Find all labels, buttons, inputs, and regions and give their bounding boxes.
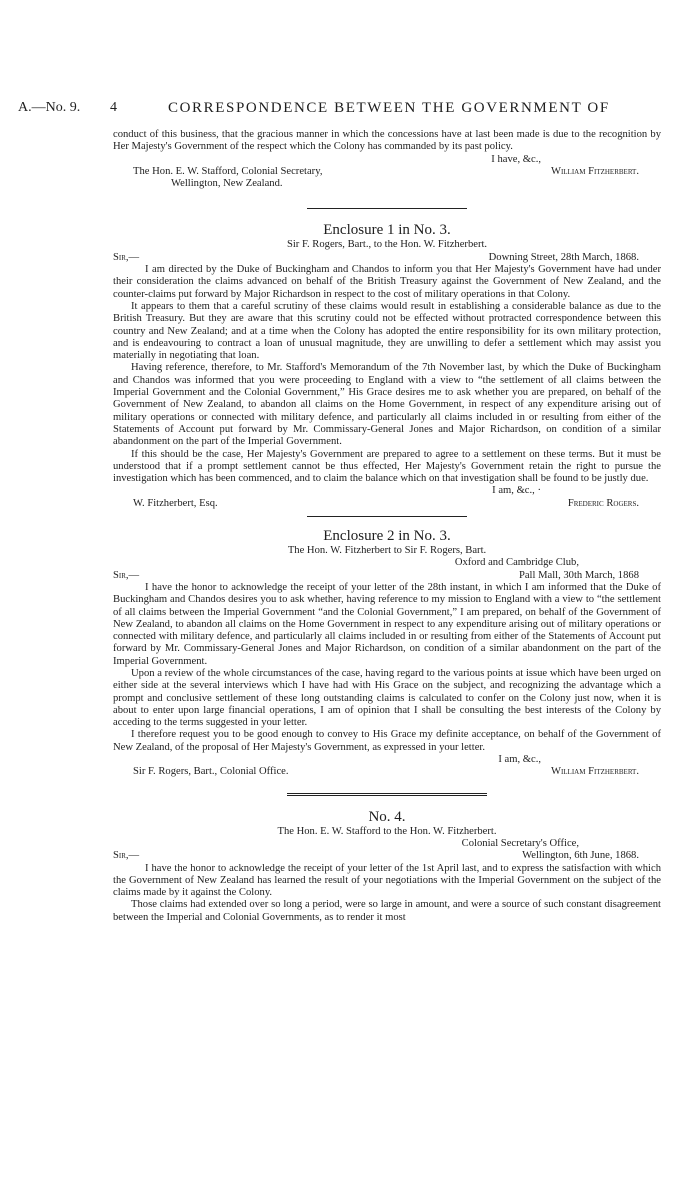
place-date: Wellington, 6th June, 1868.: [522, 850, 639, 862]
letter-continuation: [113, 129, 661, 190]
section-divider: [307, 208, 467, 209]
letter-no-4: [113, 808, 661, 924]
letter-from: The Hon. W. Fitzherbert to Sir F. Rogers, Bart.: [287, 545, 487, 557]
addressee: W. Fitzherbert, Esq.: [133, 497, 218, 509]
page-header: [18, 100, 683, 124]
salutation-row: [113, 570, 661, 582]
section-divider: [307, 516, 467, 517]
page-number: 4: [110, 100, 117, 115]
closing: I am, &c.,: [498, 754, 541, 766]
addressee: Sir F. Rogers, Bart., Colonial Office.: [133, 766, 289, 778]
letter-from: The Hon. E. W. Stafford to the Hon. W. Fitzherbert.: [277, 825, 497, 837]
paragraph: conduct of this business, that the gracious manner in which the concessions have at last been made is due to the recognition by Her Majesty's Government of the respect which the Colony has commanded by its past policy.: [113, 129, 661, 153]
place-date: Pall Mall, 30th March, 1868: [518, 569, 639, 581]
signature: William Fitzherbert.: [550, 766, 639, 778]
addressee-signature-row: [113, 766, 661, 778]
closing: I am, &c., ·: [492, 485, 541, 497]
place-line: Oxford and Cambridge Club,: [454, 557, 579, 569]
salutation: Sir,—: [113, 850, 140, 862]
paragraph: I have the honor to acknowledge the receipt of your letter of the 1st April last, and to express the satisfaction with which the Government of New Zealand has learned the result of your negotiations with the Imperial Government on the subject of the claims made by it against the Colony.: [113, 862, 661, 899]
enclosure-1: [113, 221, 661, 510]
paragraph: Those claims had extended over so long a period, were so large in amount, and were a source of such constant disagreement between the Imperial and Colonial Governments, as to render it most: [113, 899, 661, 923]
document-body: [113, 129, 661, 924]
salutation: Sir,—: [113, 251, 140, 263]
page-title: CORRESPONDENCE BETWEEN THE GOVERNMENT OF: [168, 100, 610, 116]
addressee-signature-row: [113, 166, 661, 178]
paragraph: I therefore request you to be good enough to convey to His Grace my definite acceptance, on behalf of the Government of New Zealand, of the proposal of Her Majesty's Government, as expressed in your letter.: [113, 729, 661, 753]
section-heading: Enclosure 2 in No. 3.: [323, 528, 451, 545]
paragraph: I am directed by the Duke of Buckingham and Chandos to inform you that Her Majesty's Government have had under their consideration the claims advanced on behalf of the British Treasury against the Government of New Zealand, and the counter-claims put forward by Major Richardson in respect to the cost of military operations in that Colony.: [113, 264, 661, 300]
place-line: Colonial Secretary's Office,: [461, 837, 579, 849]
salutation-row: [113, 252, 661, 264]
section-heading: Enclosure 1 in No. 3.: [323, 222, 451, 239]
paragraph: I have the honor to acknowledge the receipt of your letter of the 28th instant, in which I am informed that the Duke of Buckingham and Chandos desires you to ask whether, having reference to my mission to England with a view to “the settlement of all claims between the Imperial Government “and the Colonial Government,” I am prepared, on behalf of the Government of New Zealand, to abandon all claims on the Home Government in respect to any expenditure arising out of military operations or connected with military defence, and particularly all claims included in or resulting from either of the Statements of Account put forward by Mr. Commissary-General Jones and Major Richardson, on condition of a similar abandonment on the part of the Imperial Government.: [113, 581, 661, 667]
salutation: Sir,—: [113, 569, 140, 581]
signature: William Fitzherbert.: [550, 165, 639, 177]
letter-from: Sir F. Rogers, Bart., to the Hon. W. Fitzherbert.: [286, 239, 488, 251]
paragraph: If this should be the case, Her Majesty's Government are prepared to agree to a settlement on these terms. But it must be understood that if a prompt settlement cannot be thus effected, Her Majesty's Government retain the right to pursue the investigation which has been commenced, and to claim the balance which on that investigation shall be found to be justly due.: [113, 448, 661, 485]
paragraph: It appears to them that a careful scrutiny of these claims would result in establishing a considerable balance as due to the British Treasury. But they are aware that this scrutiny could not be effected without protracted correspondence between this country and New Zealand; and at a time when the Colony has adopted the entire responsibility for its own military protection, and is endeavouring to contract a loan of unusual magnitude, they are unwilling to defer a settlement which may assist you materially in negotiating that loan.: [113, 300, 661, 362]
paragraph: Having reference, therefore, to Mr. Stafford's Memorandum of the 7th November last, by which the Duke of Buckingham and Chandos was informed that you were proceeding to England with a view to “the settlement of all claims between the Imperial Government and the Colonial Government,” His Grace desires me to ask whether you are prepared, on behalf of the Government of New Zealand, to abandon all claims on the Home Government, in respect of any expenditure arising out of military operations or connected with military defence, and particularly all claims included in or resulting from either of the Statements of Account put forward by Mr. Commissary-General Jones and Major Richardson, on condition of a similar abandonment on the part of the Imperial Government.: [113, 362, 661, 448]
place-date: Downing Street, 28th March, 1868.: [488, 251, 639, 263]
addressee-location: Wellington, New Zealand.: [171, 178, 283, 190]
document-reference: A.—No. 9.: [18, 100, 81, 115]
addressee-signature-row: [113, 498, 661, 510]
signature: Frederic Rogers.: [567, 497, 639, 509]
addressee: The Hon. E. W. Stafford, Colonial Secretary,: [133, 165, 323, 177]
section-heading: No. 4.: [368, 808, 406, 825]
salutation-row: [113, 850, 661, 862]
paragraph: Upon a review of the whole circumstances of the case, having regard to the various points at issue which have been urged on either side at the several interviews which I have had with His Grace on the subject, and recognizing the advantage which a prompt and conclusive settlement of these long outstanding claims is calculated to confer on the Colony just now, when it is about to enter upon large financial operations, I am of opinion that I shall be consulting the best interests of the Colony by acceding to the terms suggested in your letter.: [113, 667, 661, 729]
enclosure-2: [113, 527, 661, 779]
closing: I have, &c.,: [491, 153, 541, 165]
section-divider: [287, 793, 487, 796]
